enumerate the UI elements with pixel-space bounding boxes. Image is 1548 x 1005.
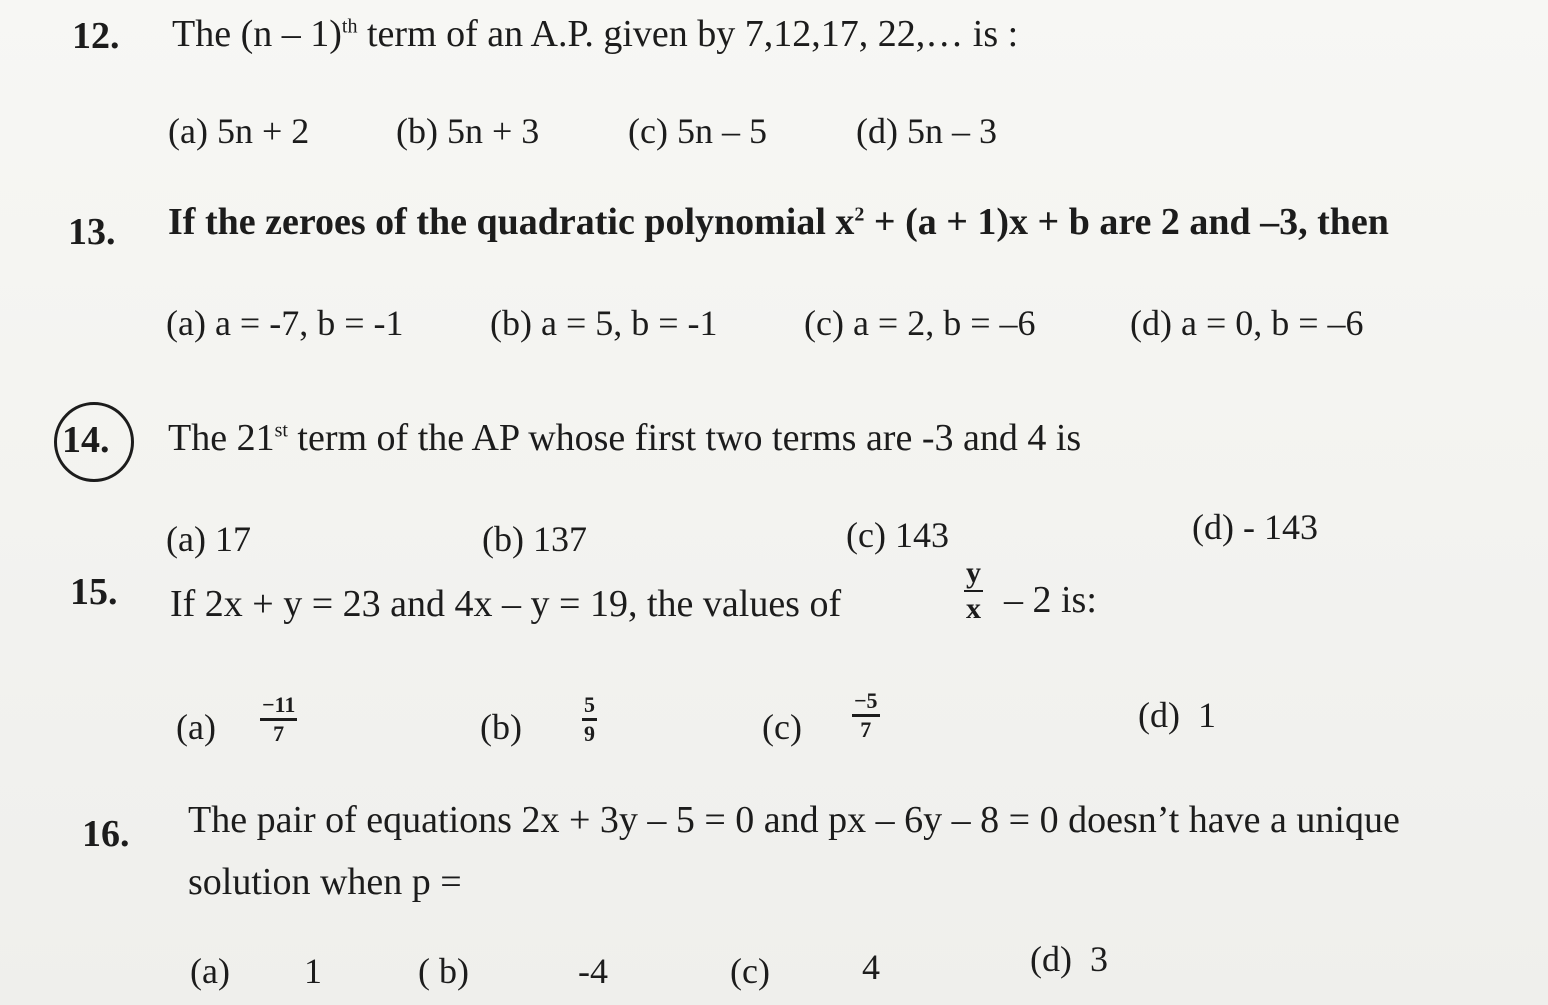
q12-option-b: (b) 5n + 3 (396, 111, 540, 151)
q15-option-b-label: (b) (480, 707, 522, 747)
q16-text-line1: The pair of equations 2x + 3y – 5 = 0 and px – 6y – 8 = 0 doesn’t have a unique (188, 799, 1400, 841)
q15-option-a-label: (a) (176, 707, 216, 747)
q12-option-c: (c) 5n – 5 (628, 111, 767, 151)
q16-option-c-value: 4 (862, 947, 880, 987)
q15-option-d-label: (d) (1138, 695, 1180, 735)
q15-frac-num: y (964, 558, 983, 592)
q15-text-a: If 2x + y = 23 and 4x – y = 19, the values of (170, 583, 842, 625)
q15-option-b-fraction (582, 694, 597, 745)
q14-number: 14. (62, 419, 110, 461)
q15-option-b-num: 5 (582, 694, 597, 721)
q13-option-d: (d) a = 0, b = –6 (1130, 303, 1364, 343)
q13-number: 13. (68, 211, 116, 253)
q16-option-b-value: -4 (578, 951, 608, 991)
q16-option-d-value: 3 (1089, 939, 1108, 979)
q16-number: 16. (82, 813, 130, 855)
q16-option-d-label: (d) (1030, 939, 1072, 979)
q12-number: 12. (72, 15, 120, 57)
q12-text-b: term of an A.P. given by 7,12,17, 22,… is : (357, 13, 1019, 55)
q14-text (168, 416, 1081, 460)
q15-option-c-label: (c) (762, 707, 802, 747)
q15-option-a-fraction (260, 694, 297, 745)
q14-text-a: The 21 (168, 417, 275, 459)
q14-option-b: (b) 137 (482, 519, 587, 559)
q13-option-a: (a) a = -7, b = -1 (166, 303, 404, 343)
q14-text-b: term of the AP whose first two terms are -3 and 4 is (287, 417, 1082, 459)
q16-option-c-label: (c) (730, 951, 770, 991)
q15-option-c-fraction (852, 690, 880, 741)
q16-option-a-value: 1 (304, 951, 322, 991)
q16-option-d (1030, 938, 1108, 980)
q14-option-c: (c) 143 (846, 515, 949, 555)
q13-text (168, 200, 1389, 244)
q15-option-a-num: −11 (260, 694, 297, 721)
q13-option-b: (b) a = 5, b = -1 (490, 303, 718, 343)
q15-fraction (964, 558, 983, 624)
q13-text-b: + (a + 1)x + b are 2 and –3, then (864, 201, 1389, 243)
q15-frac-den: x (966, 592, 981, 625)
q12-text-a: The (n – 1) (172, 13, 342, 55)
q16-option-b-label: ( b) (418, 951, 469, 991)
q15-option-d (1138, 694, 1216, 736)
q15-number: 15. (70, 571, 118, 613)
q15-option-d-value: 1 (1197, 695, 1216, 735)
q13-text-a: If the zeroes of the quadratic polynomial x (168, 201, 855, 243)
q13-sup: 2 (854, 203, 865, 226)
q12-option-d: (d) 5n – 3 (856, 111, 997, 151)
q16-text-line2: solution when p = (188, 861, 462, 903)
q14-option-d: (d) - 143 (1192, 507, 1318, 547)
q14-option-a: (a) 17 (166, 519, 251, 559)
q15-option-a-den: 7 (273, 721, 285, 746)
q15-option-b-den: 9 (584, 721, 595, 746)
q12-sup: th (341, 15, 358, 38)
q14-sup: st (274, 419, 288, 442)
q13-option-c: (c) a = 2, b = –6 (804, 303, 1036, 343)
q12-text (172, 12, 1018, 56)
q12-option-a: (a) 5n + 2 (168, 111, 310, 151)
q15-option-c-den: 7 (860, 717, 872, 742)
q15-text-b: – 2 is: (1004, 579, 1097, 621)
q15-option-c-num: −5 (852, 690, 880, 717)
q16-option-a-label: (a) (190, 951, 230, 991)
